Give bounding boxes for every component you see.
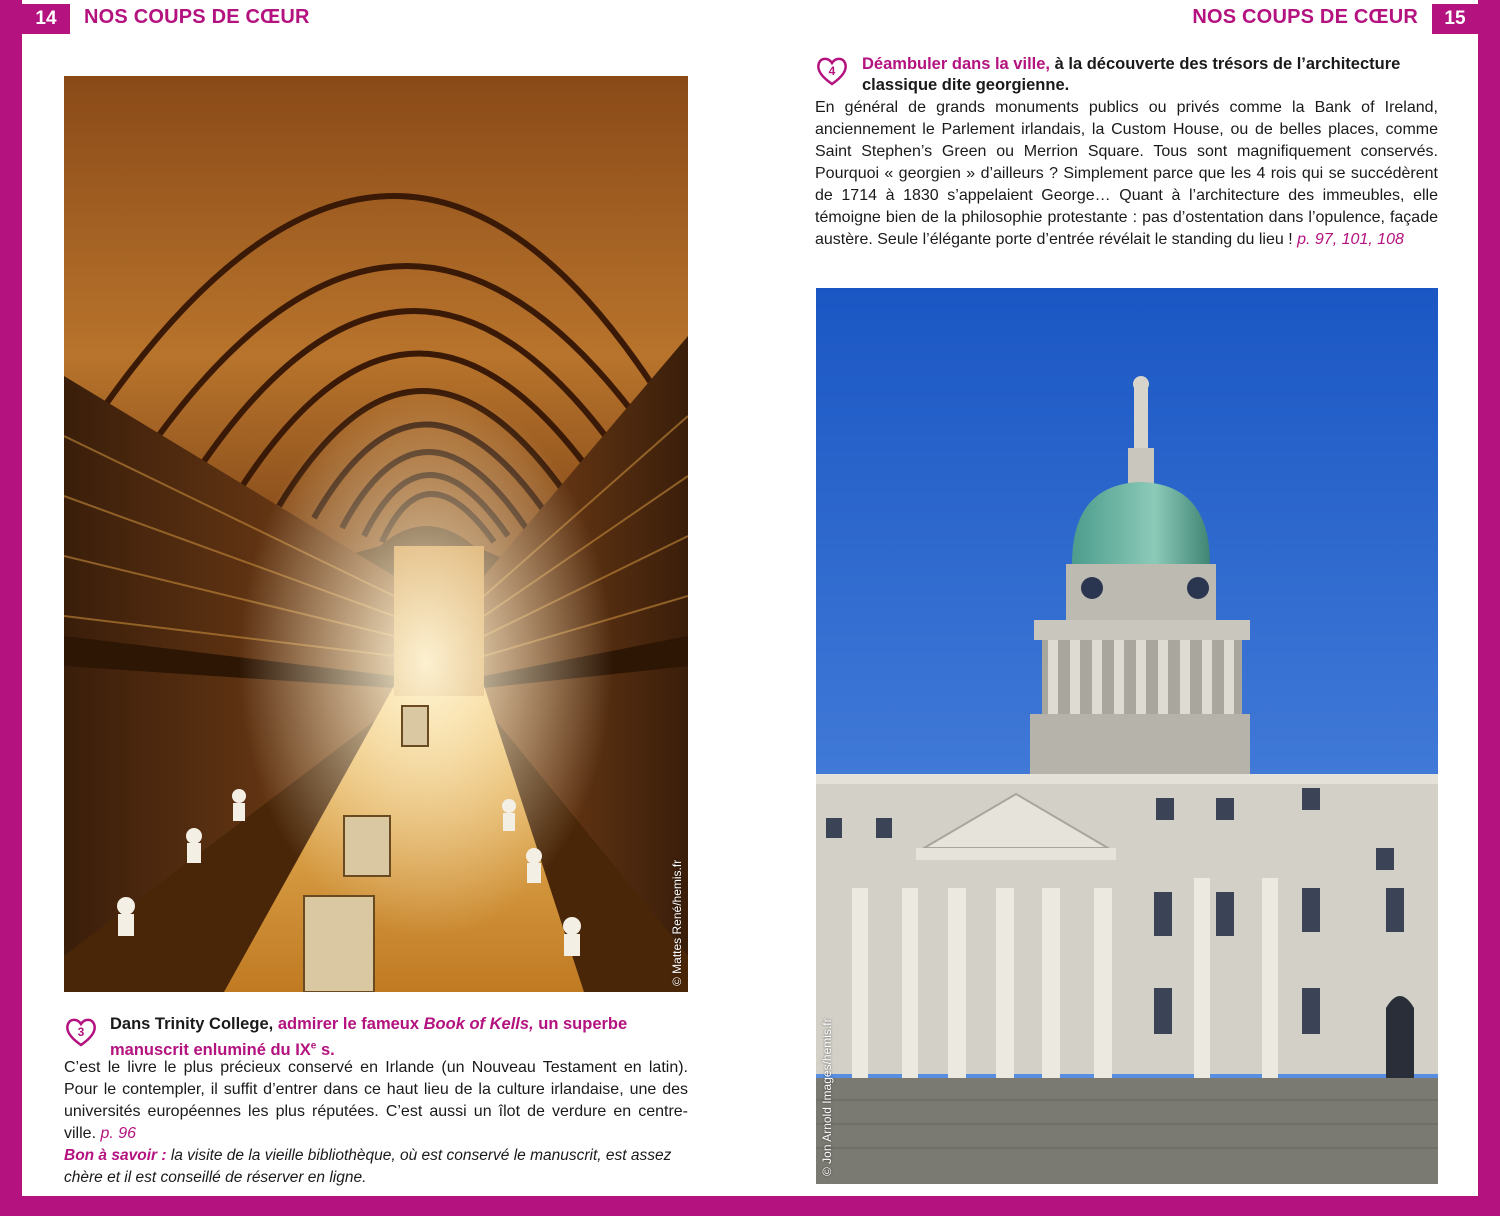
item-number-3: 3 [77, 1025, 85, 1039]
bottom-border [0, 1196, 1500, 1216]
item-3-tip [64, 1145, 694, 1189]
left-page-border [0, 0, 22, 1216]
item-3-lead [110, 1014, 690, 1061]
item-3-body [64, 1057, 688, 1145]
heart-number-3-icon [64, 1016, 98, 1048]
item-4-lead [862, 54, 1440, 96]
page-number-left: 14 [22, 4, 70, 34]
item-3-lead-black: Dans Trinity College, [110, 1015, 274, 1033]
custom-house-photo [816, 288, 1438, 1184]
heart-number-4-icon [815, 55, 849, 87]
photo-credit-left: © Mattes René/hemis.fr [670, 859, 684, 986]
tip-label: Bon à savoir : [64, 1147, 167, 1164]
item-4-body-text: En général de grands monuments publics ou privés comme la Bank of Ireland, anciennement le Parlement irlandais, la Custom House, ou de belles places, comme Saint Stephen’s Green ou Merrion Square. Tous sont magnifiquement conservés. Pourquoi « georgien » d’ailleurs ? Simplement parce que les 4 rois qui se succédèrent de 1714 à 1830 s’appelaient George… Quant à l’architecture des immeubles, elle témoigne bien de la philosophie protestante : pas d’ostentation dans l’opulence, façade austère. Seule l’élégante porte d’entrée révélait le standing du lieu ! [815, 99, 1438, 248]
item-3-lead-pink-1: admirer le fameux [277, 1015, 420, 1033]
item-4-body [815, 97, 1438, 251]
right-page-border [1478, 0, 1500, 1216]
item-3-body-text: C’est le livre le plus précieux conservé en Irlande (un Nouveau Testament en latin). Pour le contempler, il suffit d’entrer dans ce haut lieu de la culture irlandaise, une des universités européennes les plus réputées. C’est aussi un îlot de verdure en centre-ville. [64, 1059, 688, 1142]
item-3-lead-pink-end: s. [316, 1040, 335, 1059]
item-3-lead-pink-2: un superbe manuscrit enluminé du IX [110, 1015, 628, 1059]
item-3-page-ref: p. 96 [100, 1125, 137, 1142]
item-4-lead-black: à la découverte des trésors de l’architecture classique dite georgienne. [862, 55, 1401, 94]
item-4-page-ref: p. 97, 101, 108 [1297, 231, 1404, 248]
running-head-right: NOS COUPS DE CŒUR [1192, 6, 1418, 28]
item-3-lead-sup: e [310, 1040, 317, 1051]
page-number-right: 15 [1432, 4, 1478, 34]
item-3-book-title: Book of Kells, [423, 1015, 534, 1033]
photo-credit-right: © Jon Arnold Images/hemis.fr [820, 1018, 834, 1176]
item-number-4: 4 [828, 64, 836, 78]
running-head-left: NOS COUPS DE CŒUR [84, 6, 310, 28]
tip-text: la visite de la vieille bibliothèque, où est conservé le manuscrit, est assez chère et il est conseillé de réserver en ligne. [64, 1147, 672, 1186]
library-photo [64, 76, 688, 992]
item-4-lead-pink: Déambuler dans la ville, [862, 55, 1050, 73]
